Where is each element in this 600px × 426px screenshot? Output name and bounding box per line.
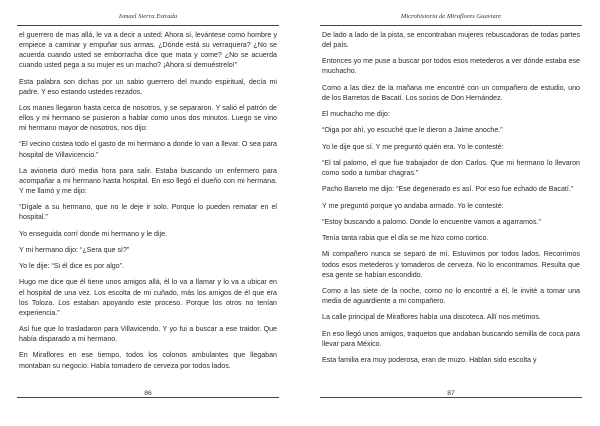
left-page bbox=[17, 0, 279, 426]
paragraph: Y me preguntó porque yo andaba armado. Yo le contesté: bbox=[322, 201, 504, 210]
paragraph: Mi compañero nunca se separó de mí. Estuvimos por todos lados. Recorrimos todos esos metederos y tomaderos de cerveza. No lo encontramos. Resulta que esa gente se habían escondido. bbox=[322, 250, 580, 279]
paragraph: La avioneta duró media hora para salir. Estaba buscando un enfermero para acompañar a mi hermano hasta hospital. En eso llegó el dueño con mi hermana. Y me llamó y me dijo: bbox=[19, 166, 277, 195]
paragraph: Yo enseguida corrí donde mi hermano y le dije. bbox=[19, 229, 168, 238]
paragraph: Como a las siete de la noche, como no lo encontré a él, le invité a tomar una media de aguardiente a mi compañero. bbox=[322, 286, 580, 306]
paragraph: La calle principal de Miraflores había una discoteca. Allí nos metimos. bbox=[322, 313, 541, 322]
paragraph: Y mi hermano dijo: “¿Sera que sí?” bbox=[19, 245, 130, 254]
page-body-right bbox=[322, 30, 580, 371]
paragraph: Esta familia era muy poderosa, eran de muzo. Hablan sido escolta y bbox=[322, 355, 537, 364]
paragraph: “El vecino costea todo el gasto de mi hermano a donde lo van a llevar. O sea para hospital de Villavicencio.” bbox=[19, 140, 277, 159]
paragraph: El muchacho me dijo: bbox=[322, 110, 390, 119]
right-page bbox=[320, 0, 582, 426]
paragraph: “El tal palomo, el que fue trabajador de don Carlos. Que mi hermano lo llevaron como sodo a tumbar chagras.” bbox=[322, 158, 580, 178]
paragraph: Hugo me dice que él tiene unos amigos allá, él lo va a llamar y lo va a ubicar en el hospital de una vez. Los escolta de mi cuñado, más los amigos de él que era los Toloza. Los estaban apoyando este proceso. Porque los otros no tenían experiencia.” bbox=[19, 278, 277, 317]
paragraph: Yo le dije: “Si él dice es por algo”. bbox=[19, 262, 125, 271]
footer-rule-left bbox=[17, 397, 279, 398]
paragraph: Pacho Barreto me dijo: “Ese degenerado es así. Por eso fue echado de Bacatí.” bbox=[322, 185, 574, 194]
page-number-right: 87 bbox=[441, 390, 461, 397]
paragraph: En Miraflores en ese tiempo, todos los colonos ambulantes que llegaban montaban su negocio. Había tomadero de cerveza por todos lados. bbox=[19, 351, 277, 370]
header-rule-right bbox=[320, 25, 582, 26]
page-number-left: 86 bbox=[138, 390, 158, 397]
page-body-left bbox=[19, 30, 277, 377]
running-header-left: Ismael Sierra Estrada bbox=[118, 13, 178, 20]
paragraph: Yo le dije que sí. Y me preguntó quién era. Yo le contesté: bbox=[322, 142, 504, 151]
paragraph: Tenía tanta rabia que el día se me hizo como cortico. bbox=[322, 234, 489, 243]
paragraph: Así fue que lo trasladaron para Villavicendo. Y yo fui a buscar a ese traidor. Que había disparado a mi hermano. bbox=[19, 325, 277, 344]
footer-rule-right bbox=[320, 397, 582, 398]
paragraph: Los manes llegaron hasta cerca de nosotros, y se separaron. Y salió el patrón de ellos y mi hermano se pusieron a hablar como unos dos minutos. Luego se vino mi hermano mayor de nosotros, nos dijo: bbox=[19, 103, 277, 133]
paragraph: En eso llegó unos amigos, traquetos que andaban buscando semilla de coca para llevar para México. bbox=[322, 329, 580, 348]
header-rule-left bbox=[17, 25, 279, 26]
running-header-right: Microhistoria de Miraflores Guaviare bbox=[400, 13, 502, 20]
paragraph: Como a las diez de la mañana me encontré con un compañero de estudio, uno de los Barretos de Bacatí. Los socios de Don Hernández. bbox=[322, 83, 580, 102]
paragraph: “Oiga por ahí, yo escuché que le dieron a Jaime anoche.” bbox=[322, 126, 503, 135]
paragraph: Entonces yo me puse a buscar por todos esos metederos a ver dónde estaba ese muchacho. bbox=[322, 57, 580, 76]
paragraph: el guerrero de mas allá, le va a decir a usted: Ahora sí, levántese como hombre y empiece a caminar y empuñar sus armas. ¿Dónde está su verraquera? ¿No se acuerda cuando usted se emborracha dice que mata y come? ¿No se acuerda cuando usted pega a su mujer es un macho? ¡Ahora sí demuéstrelo!” bbox=[19, 31, 277, 70]
paragraph: “Dígale a su hermano, que no le deje ir solo. Porque lo pueden rematar en el hospital.” bbox=[19, 203, 277, 222]
paragraph: De lado a lado de la pista, se encontraban mujeres rebuscadoras de todas partes del país. bbox=[322, 31, 580, 50]
paragraph: “Estoy buscando a palomo. Donde lo encuentre vamos a agarramos.” bbox=[322, 217, 541, 226]
paragraph: Esta palabra son dichas por un sabio guerrero del mundo espiritual, decía mi padre. Y eso estando ustedes rezados. bbox=[19, 77, 277, 96]
